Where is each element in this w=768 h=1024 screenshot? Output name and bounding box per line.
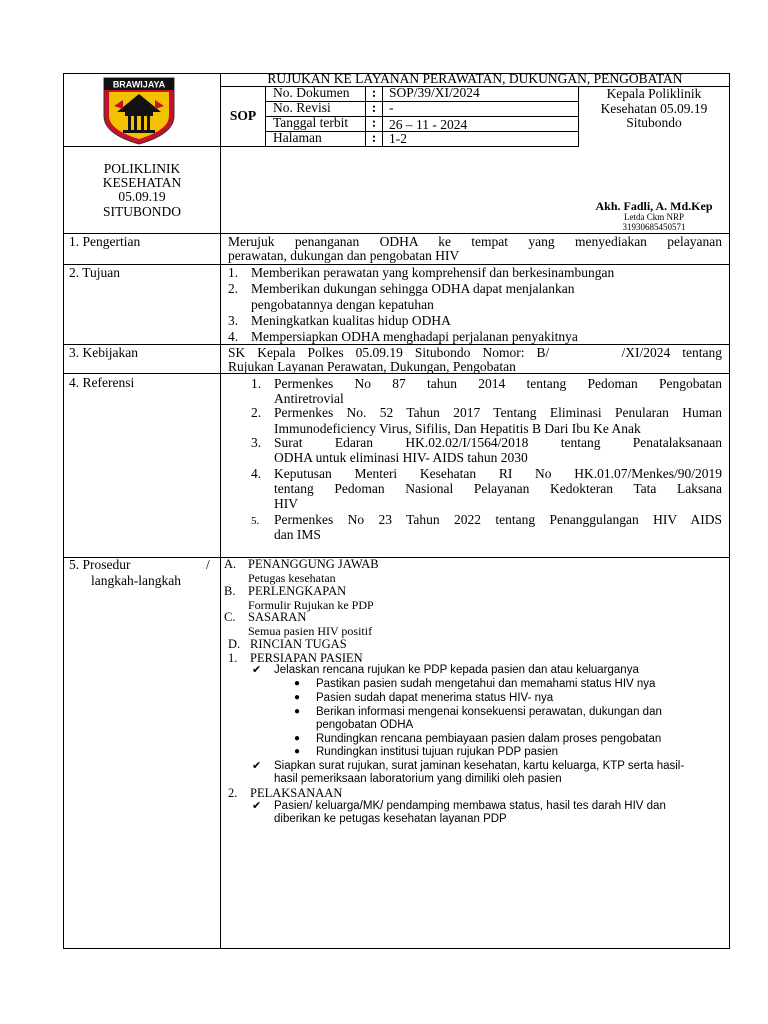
tujuan-item-2-line-1: Memberikan dukungan sehingga ODHA dapat menjalankan	[251, 281, 575, 296]
prosedur-c-body: Semua pasien HIV positif	[248, 624, 373, 638]
prosedur-b-body: Formulir Rujukan ke PDP	[248, 598, 374, 612]
prosedur-b-title: PERLENGKAPAN	[248, 584, 347, 598]
persiapan-check-2-line-1: Siapkan surat rujukan, surat jaminan kesehatan, kartu keluarga, KTP serta hasil-	[274, 760, 685, 772]
revision-label: No. Revisi	[273, 100, 331, 115]
persiapan-check-2-line-2: hasil pemeriksaan laboratorium yang dimiliki oleh pasien	[274, 773, 562, 785]
pengertian-line-1: Merujuk penanganan ODHA ke tempat yang menyediakan pelayanan	[228, 234, 722, 249]
signer-name: Akh. Fadli, A. Md.Kep	[595, 199, 713, 213]
persiapan-bullet-3-line-2: pengobatan ODHA	[316, 719, 414, 731]
revision-sep: :	[371, 100, 377, 115]
org-line-1: POLIKLINIK	[103, 161, 181, 176]
logo-text: BRAWIJAYA	[112, 79, 166, 90]
tujuan-item-1: Memberikan perawatan yang komprehensif dan berkesinambungan	[251, 265, 615, 280]
doc-number-value: SOP/39/XI/2024	[389, 85, 480, 100]
sop-label: SOP	[229, 108, 257, 123]
prosedur-b-letter: B.	[224, 584, 236, 598]
bullet-dot-icon: ●	[294, 706, 301, 717]
signer-nrp: 31930685450571	[622, 222, 686, 232]
signer-role-line-3: Situbondo	[626, 115, 682, 130]
ref-4-line-3: HIV	[274, 496, 298, 511]
section-label-kebijakan: 3. Kebijakan	[69, 345, 138, 360]
pelaksanaan-title: PELAKSANAAN	[250, 786, 343, 800]
tujuan-num-4: 4.	[228, 329, 239, 344]
check-mark-icon: ✔	[252, 663, 262, 676]
issue-date-value: 26 – 11 - 2024	[389, 117, 468, 132]
bullet-dot-icon: ●	[294, 733, 301, 744]
document-title: RUJUKAN KE LAYANAN PERAWATAN, DUKUNGAN, PENGOBATAN	[267, 71, 683, 86]
persiapan-bullet-5: Rundingkan institusi tujuan rujukan PDP pasien	[316, 746, 559, 758]
ref-5-line-2: dan IMS	[274, 527, 321, 542]
persiapan-bullet-3-line-1: Berikan informasi mengenai konsekuensi perawatan, dukungan dan	[316, 706, 662, 718]
ref-5-line-1: Permenkes No 23 Tahun 2022 tentang Penanggulangan HIV AIDS	[274, 512, 722, 527]
check-mark-icon: ✔	[252, 799, 262, 812]
doc-number-label: No. Dokumen	[273, 85, 350, 100]
persiapan-bullet-1: Pastikan pasien sudah mengetahui dan memahami status HIV nya	[316, 678, 656, 690]
bullet-dot-icon: ●	[294, 746, 301, 757]
section-label-tujuan: 2. Tujuan	[69, 265, 121, 280]
pelaksanaan-num: 2.	[228, 786, 238, 800]
ref-4-line-1: Keputusan Menteri Kesehatan RI No HK.01.07/Menkes/90/2019	[274, 466, 722, 481]
tujuan-num-2: 2.	[228, 281, 239, 296]
bullet-dot-icon: ●	[294, 692, 301, 703]
tujuan-item-3: Meningkatkan kualitas hidup ODHA	[251, 313, 451, 328]
section-label-referensi: 4. Referensi	[69, 375, 135, 390]
ref-2-line-1: Permenkes No. 52 Tahun 2017 Tentang Eliminasi Penularan Human	[274, 405, 722, 420]
bullet-dot-icon: ●	[294, 678, 301, 689]
signer-rank: Letda Ckm NRP	[624, 212, 684, 222]
page-label: Halaman	[273, 130, 322, 145]
ref-num-3: 3.	[251, 435, 262, 450]
ref-3-line-2: ODHA untuk eliminasi HIV- AIDS tahun 2030	[274, 450, 528, 465]
section-label-prosedur-slash: /	[206, 557, 210, 572]
section-label-prosedur-line-2: langkah-langkah	[91, 573, 181, 588]
signer-role-line-2: Kesehatan 05.09.19	[600, 101, 708, 116]
ref-1-line-1: Permenkes No 87 tahun 2014 tentang Pedoman Pengobatan	[274, 376, 722, 391]
kebijakan-line-2: Rujukan Layanan Perawatan, Dukungan, Pengobatan	[228, 359, 516, 374]
persiapan-bullet-2: Pasien sudah dapat menerima status HIV- nya	[316, 692, 554, 704]
org-line-4: SITUBONDO	[102, 204, 181, 219]
issue-date-sep: :	[371, 115, 377, 130]
tujuan-item-2-line-2: pengobatannya dengan kepatuhan	[251, 297, 434, 312]
prosedur-c-title: SASARAN	[248, 610, 307, 624]
pengertian-line-2: perawatan, dukungan dan pengobatan HIV	[228, 248, 460, 263]
tujuan-num-3: 3.	[228, 313, 239, 328]
prosedur-d-letter: D.	[228, 637, 241, 651]
tujuan-num-1: 1.	[228, 265, 239, 280]
prosedur-a-letter: A.	[224, 557, 237, 571]
doc-number-sep: :	[371, 85, 377, 100]
brawijaya-logo	[101, 76, 177, 146]
prosedur-d-title: RINCIAN TUGAS	[250, 637, 347, 651]
tujuan-item-4: Mempersiapkan ODHA menghadapi perjalanan penyakitnya	[251, 329, 578, 344]
persiapan-bullet-4: Rundingkan rencana pembiayaan pasien dalam proses pengobatan	[316, 733, 662, 745]
persiapan-check-1: Jelaskan rencana rujukan ke PDP kepada pasien dan atau keluarganya	[274, 664, 639, 676]
page-value: 1-2	[389, 131, 407, 146]
ref-num-5: 5.	[251, 515, 260, 527]
persiapan-title: PERSIAPAN PASIEN	[250, 651, 363, 665]
ref-4-line-2: tentang Pedoman Nasional Pelayanan Kedokteran Tata Laksana	[274, 481, 722, 496]
persiapan-num: 1.	[228, 651, 238, 665]
prosedur-a-body: Petugas kesehatan	[248, 571, 336, 585]
prosedur-a-title: PENANGGUNG JAWAB	[248, 557, 379, 571]
ref-2-line-2: Immunodeficiency Virus, Sifilis, Dan Hepatitis B Dari Ibu Ke Anak	[274, 421, 641, 436]
pelaksanaan-check-1-line-2: diberikan ke petugas kesehatan layanan PDP	[274, 813, 507, 825]
ref-num-2: 2.	[251, 405, 262, 420]
org-line-2: KESEHATAN	[102, 175, 182, 190]
page-sep: :	[371, 130, 377, 145]
org-line-3: 05.09.19	[118, 189, 166, 204]
revision-value: -	[389, 100, 394, 115]
ref-num-4: 4.	[251, 466, 262, 481]
check-mark-icon: ✔	[252, 759, 262, 772]
kebijakan-line-1: SK Kepala Polkes 05.09.19 Situbondo Nomor: B/ /XI/2024 tentang	[228, 345, 722, 360]
issue-date-label: Tanggal terbit	[273, 115, 349, 130]
pelaksanaan-check-1-line-1: Pasien/ keluarga/MK/ pendamping membawa status, hasil tes darah HIV dan	[274, 800, 666, 812]
ref-num-1: 1.	[251, 376, 262, 391]
section-label-pengertian: 1. Pengertian	[69, 234, 141, 249]
prosedur-c-letter: C.	[224, 610, 236, 624]
section-label-prosedur: 5. Prosedur	[69, 557, 131, 572]
ref-1-line-2: Antiretrovial	[274, 391, 344, 406]
ref-3-line-1: Surat Edaran HK.02.02/I/1564/2018 tentang Penatalaksanaan	[274, 435, 722, 450]
signer-role-line-1: Kepala Poliklinik	[606, 86, 702, 101]
